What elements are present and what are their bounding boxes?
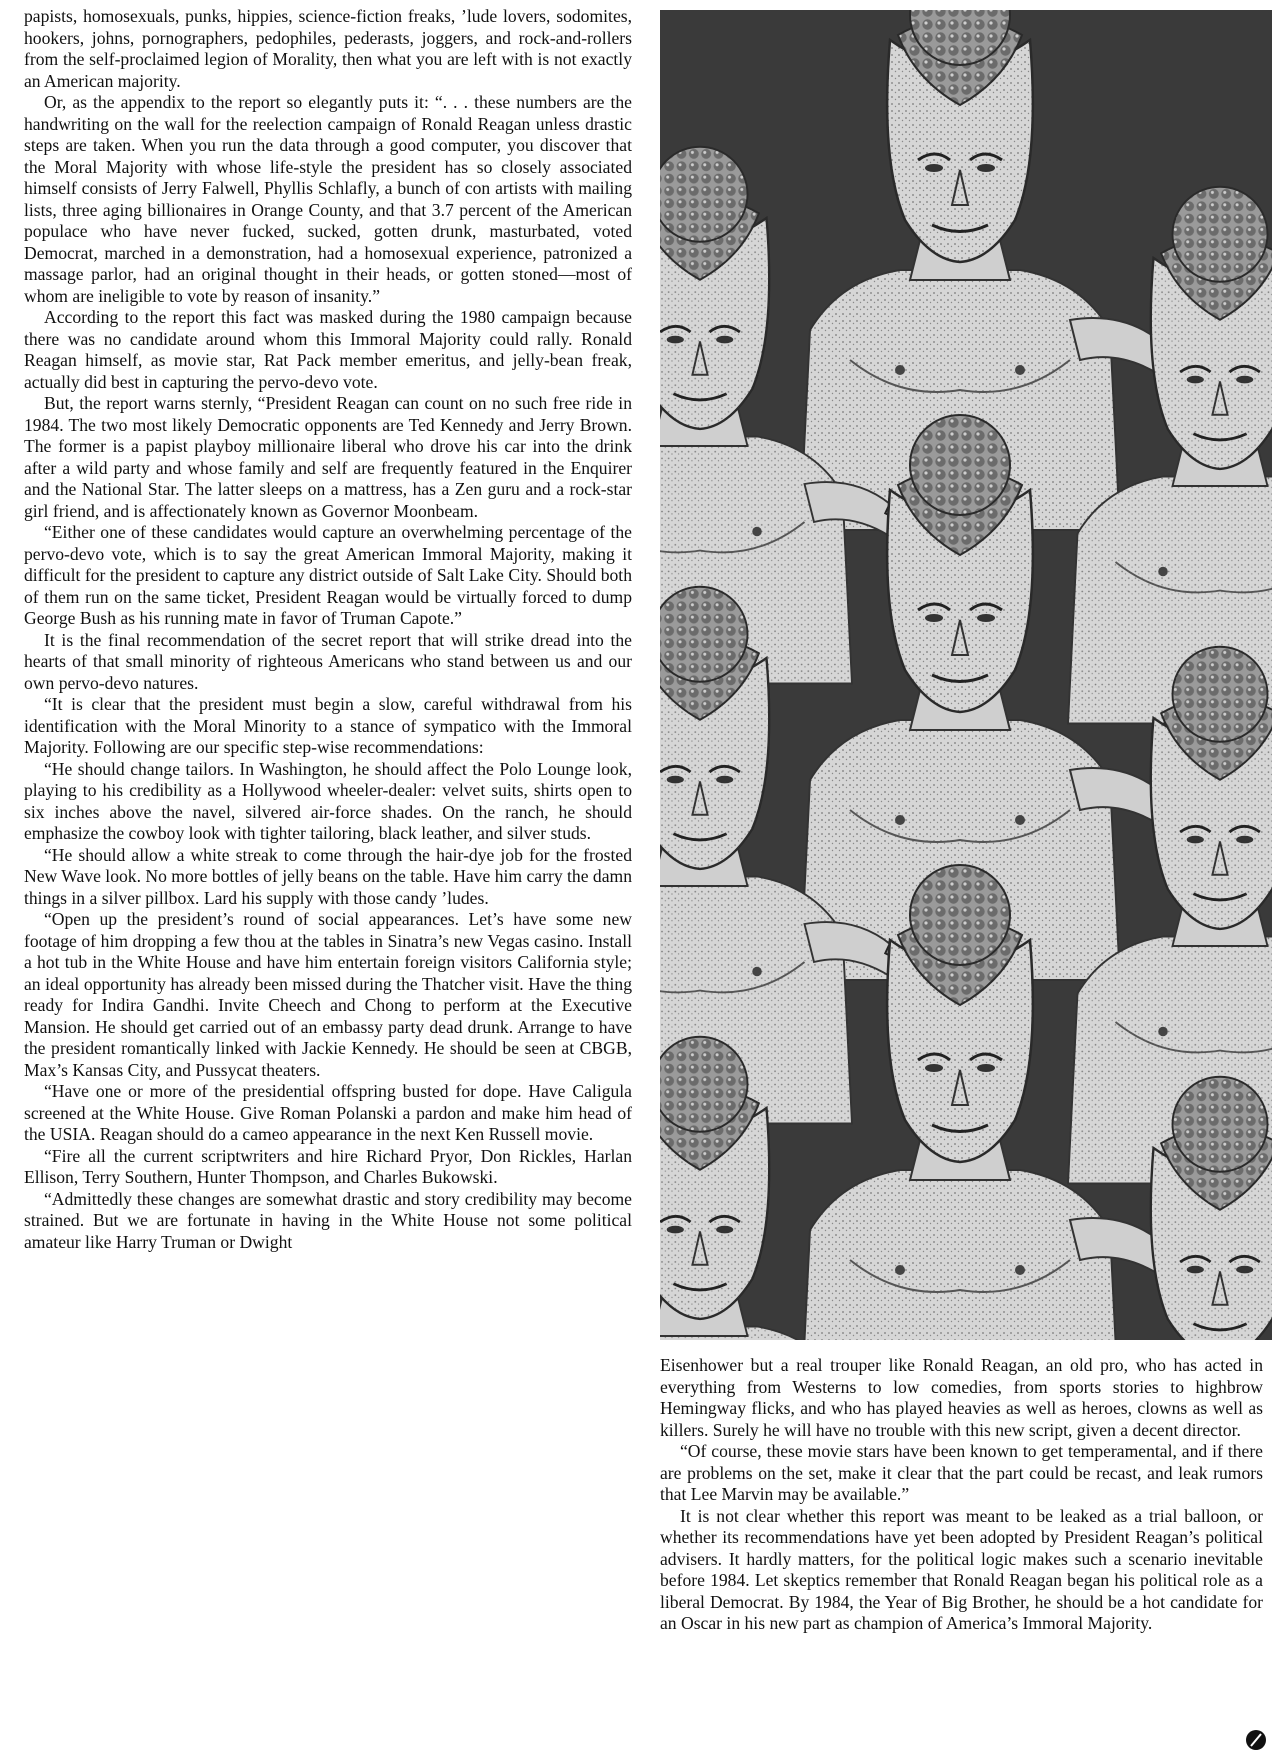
illustration-art — [660, 10, 1272, 1340]
paragraph: “Fire all the current scriptwriters and hire Richard Pryor, Don Rickles, Harlan Ellison, Terry Southern, Hunter Thompson, and Charles Bukowski. — [24, 1145, 632, 1187]
paragraph: “Open up the president’s round of social appearances. Let’s have some new footage of him dropping a few thou at the tables in Sinatra’s new Vegas casino. Install a hot tub in the White House and have him entertain foreign visitors California style; an ideal opportunity has already been missed during the Thatcher visit. Have the thing ready for Indira Gandhi. Invite Cheech and Chong to perform at the Executive Mansion. He should get carried out of an embassy party dead drunk. Arrange to have the president romantically linked with Jackie Kennedy. He should be seen at CBGB, Max’s Kansas City, and Pussycat theaters. — [24, 909, 632, 1080]
paragraph: papists, homosexuals, punks, hippies, science-fiction freaks, ’lude lovers, sodomites, hookers, johns, pornographers, pedophiles, pederasts, joggers, and rock-and-rollers from the self-proclaimed legion of Morality, then what you are left with is not exactly an American majority. — [24, 6, 632, 91]
paragraph: It is not clear whether this report was meant to be leaked as a trial balloon, or whether its recommendations have yet been adopted by President Reagan’s political advisers. It hardly matters, for the political logic makes such a scenario inevitable before 1984. Let skeptics remember that Ronald Reagan began his political role as a liberal Democrat. By 1984, the Year of Big Brother, he should be a hot candidate for an Oscar in his new part as champion of America’s Immoral Majority. — [660, 1505, 1263, 1633]
paragraph: But, the report warns sternly, “President Reagan can count on no such free ride in 1984. The two most likely Democratic opponents are Ted Kennedy and Jerry Brown. The former is a papist playboy millionaire liberal who drove his car into the drink after a wild party and whose family and self are frequently featured in the Enquirer and the National Star. The latter sleeps on a mattress, has a Zen guru and a rock-star girl friend, and is affectionately known as Governor Moonbeam. — [24, 393, 632, 521]
paragraph: “Have one or more of the presidential offspring busted for dope. Have Caligula screened at the White House. Give Roman Polanski a pardon and make him head of the USIA. Reagan should do a cameo appearance in the next Ken Russell movie. — [24, 1081, 632, 1144]
paragraph: “It is clear that the president must begin a slow, careful withdrawal from his identification with the Moral Minority to a stance of sympatico with the Immoral Majority. Following are our specific step-wise recommendations: — [24, 694, 632, 757]
paragraph: “Admittedly these changes are somewhat drastic and story credibility may become strained. But we are fortunate in having in the White House not some political amateur like Harry Truman or Dwight — [24, 1188, 632, 1252]
illustration — [660, 10, 1272, 1340]
paragraph: Or, as the appendix to the report so elegantly puts it: “. . . these numbers are the handwriting on the wall for the reelection campaign of Ronald Reagan unless drastic steps are taken. When you run the data through a good computer, you discover that the Moral Majority with whose life-style the president has so closely associated himself consists of Jerry Falwell, Phyllis Schlafly, a bunch of con artists with mailing lists, three aging billionaires in Orange County, and that 3.7 percent of the American populace who have never fucked, sucked, gotten drunk, masturbated, voted Democrat, marched in a demonstration, had a homosexual experience, patronized a massage parlor, had an original thought in their heads, or gotten stoned—most of whom are ineligible to vote by reason of insanity.” — [24, 92, 632, 306]
paragraph: It is the final recommendation of the secret report that will strike dread into the hearts of that small minority of righteous Americans who stand between us and our own pervo-devo natures. — [24, 629, 632, 693]
paragraph: According to the report this fact was masked during the 1980 campaign because there was no candidate around whom this Immoral Majority could rally. Ronald Reagan himself, as movie star, Rat Pack member emeritus, and jelly-bean freak, actually did best in capturing the pervo-devo vote. — [24, 307, 632, 392]
left-text-column — [24, 6, 632, 1253]
end-of-article-icon — [1245, 1729, 1267, 1751]
paragraph: “He should allow a white streak to come through the hair-dye job for the frosted New Wave look. No more bottles of jelly beans on the table. Have him carry the damn things in a silver pillbox. Lard his supply with those candy ’ludes. — [24, 844, 632, 908]
paragraph: “Of course, these movie stars have been known to get temperamental, and if there are problems on the set, make it clear that the part could be recast, and leak rumors that Lee Marvin may be available.” — [660, 1441, 1263, 1504]
paragraph: “He should change tailors. In Washington, he should affect the Polo Lounge look, playing to his credibility as a Hollywood wheeler-dealer: velvet suits, shirts open to six inches above the navel, silvered air-force shades. On the ranch, he should emphasize the cowboy look with tighter tailoring, black leather, and silver studs. — [24, 758, 632, 843]
right-text-column — [660, 1355, 1263, 1635]
paragraph: “Either one of these candidates would capture an overwhelming percentage of the pervo-devo vote, which is to say the great American Immoral Majority, making it difficult for the president to capture any district outside of Salt Lake City. Should both of them run on the same ticket, President Reagan would be virtually forced to dump George Bush as his running mate in favor of Truman Capote.” — [24, 522, 632, 628]
paragraph: Eisenhower but a real trouper like Ronald Reagan, an old pro, who has acted in everything from Westerns to low comedies, from sports stories to highbrow Hemingway flicks, and who has played heavies as well as heroes, clowns as well as killers. Surely he will have no trouble with this new script, given a decent director. — [660, 1355, 1263, 1440]
